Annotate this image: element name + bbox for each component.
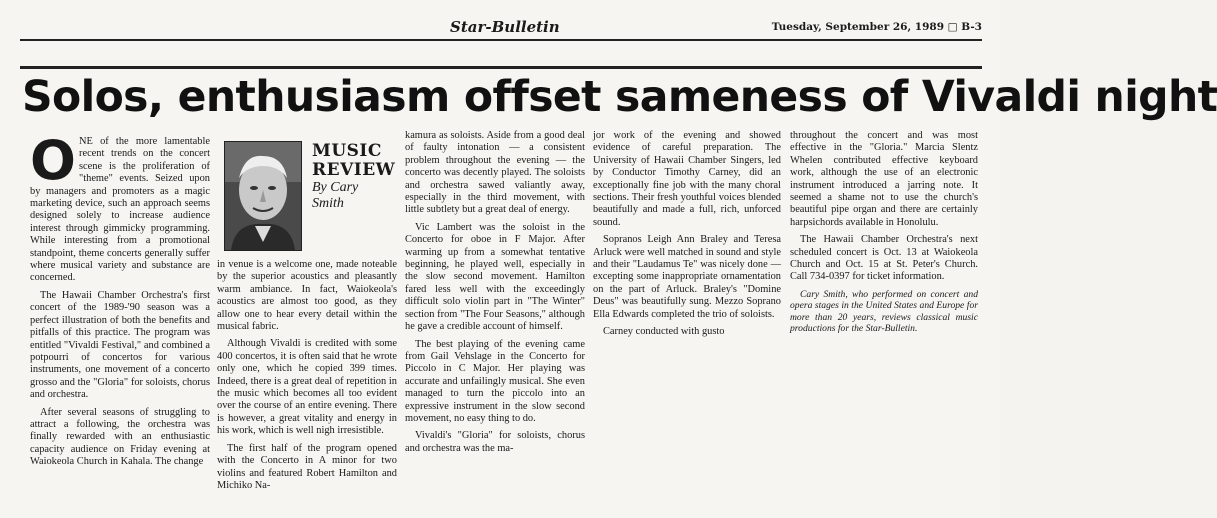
paragraph-9: The best playing of the evening came from Gail Vehslage in the Concerto for Piccolo in C Major. Her playing was accurate and unfailingly musical. She even managed to turn the piccolo into an expressive instrument in the slow second movement, no easy thing to do.: [405, 338, 585, 424]
paragraph-11: jor work of the evening and showed evidence of careful preparation. The University of Hawaii Chamber Singers, led by Conductor Timothy Carney, did an exceptionally fine job with the many choral sections. Their fresh youthful voices blended beautifully and made a full, rich, unforced sound.: [593, 130, 781, 228]
paragraph-7: kamura as soloists. Aside from a good deal of faulty intonation — a consistent problem throughout the evening — the concerto was decently played. The soloists and orchestra sawed valiantly away, especially in the third movement, with little subtlety but a great deal of energy.: [405, 130, 585, 216]
paragraph-6: The first half of the program opened with the Concerto in A minor for two violins and featured Robert Hamilton and Michiko Na-: [217, 442, 397, 491]
paragraph-13: Carney conducted with gusto: [603, 326, 725, 338]
dateline: Tuesday, September 26, 1989 □ B-3: [771, 21, 982, 33]
paragraph-4: in venue is a welcome one, made noteable by the superior acoustics and pleasantly warm ambiance. In fact, Waiokeola's acoustics are almost too good, as they allow one to hear every detail within the musical fabric.: [217, 259, 397, 333]
paragraph-8: Vic Lambert was the soloist in the Concerto for oboe in F Major. After warming up from a somewhat tentative beginning, he played well, especially in the slow second movement. Hamilton fared less well with the exceedingly difficult solo violin part in "The Winter" section from "The Four Seasons," although he gave a credible account of himself.: [405, 221, 585, 333]
author-bio: Cary Smith, who performed on concert and opera stages in the United States and Europe for more than 20 years, reviews classical music productions for the Star-Bulletin.: [790, 288, 978, 335]
article-column-3: [405, 130, 585, 460]
headline-rule: [20, 66, 982, 69]
byline: [312, 180, 358, 212]
portrait-image: [225, 142, 301, 250]
paragraph-5: Although Vivaldi is credited with some 400 concertos, it is often said that he wrote only one, which he copied 399 times. Indeed, there is a great deal of repetition in the music which becomes all too evident over the course of an entire evening. There is however, a great vitality and energy in his work, which is well nigh irresistible.: [217, 338, 397, 437]
music-review-box: [222, 136, 400, 254]
article-column-1: [30, 129, 210, 474]
article-column-4: [593, 130, 781, 344]
headline: Solos, enthusiasm offset sameness of Vivaldi night: [22, 73, 1217, 122]
paragraph-3: After several seasons of struggling to attract a following, the orchestra was finally rewarded with an enthusiastic capacity audience on Friday evening at Waiokeola Church in Kahala. The change: [30, 406, 210, 468]
paragraph-2: The Hawaii Chamber Orchestra's first concert of the 1989-'90 season was a perfect illustration of both the benefits and pitfalls of this practice. The program was entitled "Vivaldi Festival," and combined a potpourri of concertos for various instruments, one movement of a concerto grosso and the "Gloria" for soloists, chorus and orchestra.: [30, 289, 210, 401]
byline-line-1: By Cary: [312, 180, 359, 195]
paragraph-1: NE of the more lamentable recent trends on the concert scene is the proliferation of "theme" events. Seized upon by managers and promoters as a magic marketing device, such an approach seems designed solely to increase audience interest through gimmicky programming. While interesting from a promotional standpoint, theme concerts generally suffer where musical variety and substance are concerned.: [30, 136, 210, 284]
label-line-1: MUSIC: [312, 141, 382, 161]
masthead: [20, 18, 982, 38]
paper-name: Star-Bulletin: [450, 18, 560, 36]
paragraph-12: Sopranos Leigh Ann Braley and Teresa Arluck were well matched in sound and style and their "Laudamus Te" was nicely done — excepting some inappropriate ornamentation on the part of Arluck. Braley's "Domine Deus" was beautifully sung. Mezzo Soprano Ella Edwards completed the trio of soloists.: [593, 234, 781, 320]
masthead-rule: [20, 39, 982, 41]
music-review-label: [312, 142, 395, 180]
paragraph-14: throughout the concert and was most effective in the "Gloria." Marcia Slentz Whelen contributed effective keyboard work, although the use of an electronic instrument introduced a jarring note. It seemed a shame not to use the church's beautiful pipe organ and there are certainly harpsichords available in Honolulu.: [790, 130, 978, 228]
paragraph-10: Vivaldi's "Gloria" for soloists, chorus and orchestra was the ma-: [405, 430, 585, 454]
article-column-5: [790, 130, 978, 340]
drop-cap: O: [30, 129, 76, 192]
article-column-2: [217, 259, 397, 497]
label-line-2: REVIEW: [312, 160, 396, 180]
author-photo: [224, 141, 302, 251]
lead-paragraph: [30, 129, 210, 285]
byline-line-2: Smith: [312, 196, 344, 211]
paragraph-15: The Hawaii Chamber Orchestra's next scheduled concert is Oct. 13 at Waiokeola Church and Oct. 15 at St. Peter's Church. Call 734-0397 for ticket information.: [790, 234, 978, 283]
